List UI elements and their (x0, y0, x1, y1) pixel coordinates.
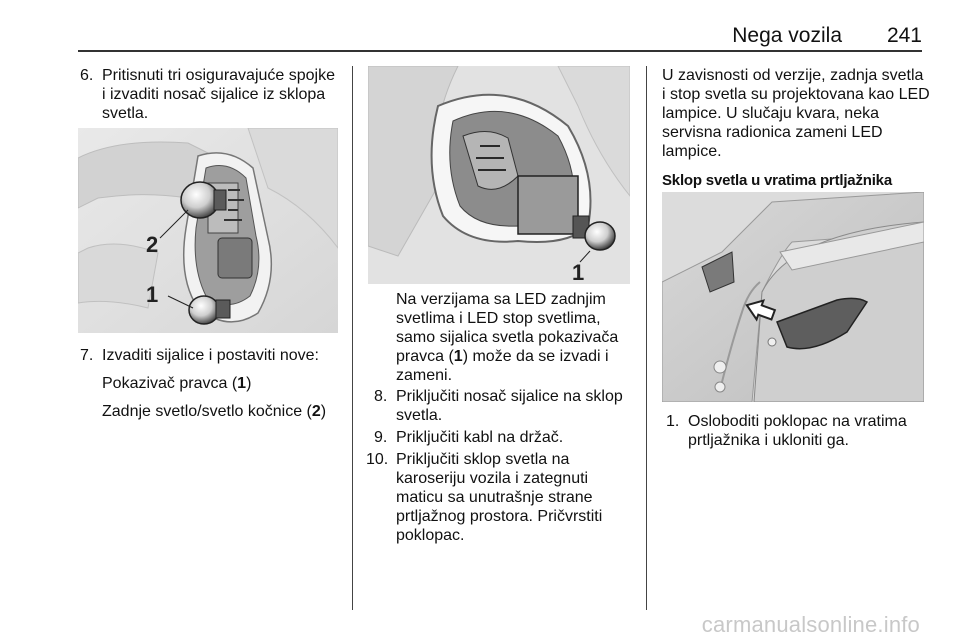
step-text: Priključiti sklop svetla na (396, 451, 570, 468)
intro-text: lampice. (662, 143, 722, 160)
step-text: Priključiti nosač sijalice na sklop (396, 388, 623, 405)
watermark: carmanualsonline.info (701, 612, 920, 637)
sub-item: Zadnje svetlo/svetlo kočnice (2) (102, 403, 327, 420)
column-divider-2 (646, 66, 647, 610)
step-text: i izvaditi nosač sijalice iz sklopa (102, 86, 326, 103)
step-text: Osloboditi poklopac na vratima (688, 413, 907, 430)
step-text: prtljažnika i ukloniti ga. (688, 432, 849, 449)
step-number: 10. (366, 451, 389, 468)
note-text: samo sijalica svetla pokazivača (396, 329, 619, 346)
page-number: 241 (886, 24, 922, 47)
note-text: svetlima i LED stop svetlima, (396, 310, 601, 327)
step-text: svetla. (102, 105, 149, 122)
step-text: Pritisnuti tri osiguravajuće spojke (102, 67, 335, 84)
header-rule (78, 50, 922, 52)
step-text: maticu sa unutrašnje strane (396, 489, 593, 506)
led-holder-illustration (368, 66, 630, 284)
note-text: pravca (1) može da se izvadi i (396, 348, 609, 365)
section-heading: Sklop svetla u vratima prtljažnika (662, 172, 892, 189)
callout-1: 1 (572, 260, 585, 284)
step-text: Izvaditi sijalice i postaviti nove: (102, 347, 319, 364)
column-divider-1 (352, 66, 353, 610)
bulb-holder-illustration (78, 128, 338, 333)
step-text: prtljažnog prostora. Pričvrstiti (396, 508, 603, 525)
figure-led-holder (368, 66, 630, 284)
step-text: karoseriju vozila i zategnuti (396, 470, 589, 487)
intro-text: U zavisnosti od verzije, zadnja svetla (662, 67, 924, 84)
figure-bulb-holder (78, 128, 338, 333)
note-text: Na verzijama sa LED zadnjim (396, 291, 606, 308)
step-text: Priključiti kabl na držač. (396, 429, 564, 446)
tailgate-illustration (662, 192, 924, 402)
callout-1: 1 (146, 282, 159, 307)
figure-tailgate (662, 192, 924, 402)
step-number: 9. (374, 429, 388, 446)
step-text: poklopac. (396, 527, 465, 544)
step-number: 1. (666, 413, 680, 430)
step-text: svetla. (396, 407, 443, 424)
intro-text: servisna radionica zameni LED (662, 124, 883, 141)
step-number: 6. (80, 67, 94, 84)
page-header (0, 0, 960, 52)
note-text: zameni. (396, 367, 453, 384)
step-number: 7. (80, 347, 94, 364)
callout-2: 2 (146, 232, 159, 257)
sub-item: Pokazivač pravca (1) (102, 375, 252, 392)
step-number: 8. (374, 388, 388, 405)
intro-text: i stop svetla su projektovana kao LED (662, 86, 930, 103)
intro-text: lampice. U slučaju kvara, neka (662, 105, 879, 122)
page-title: Nega vozila (732, 24, 842, 47)
